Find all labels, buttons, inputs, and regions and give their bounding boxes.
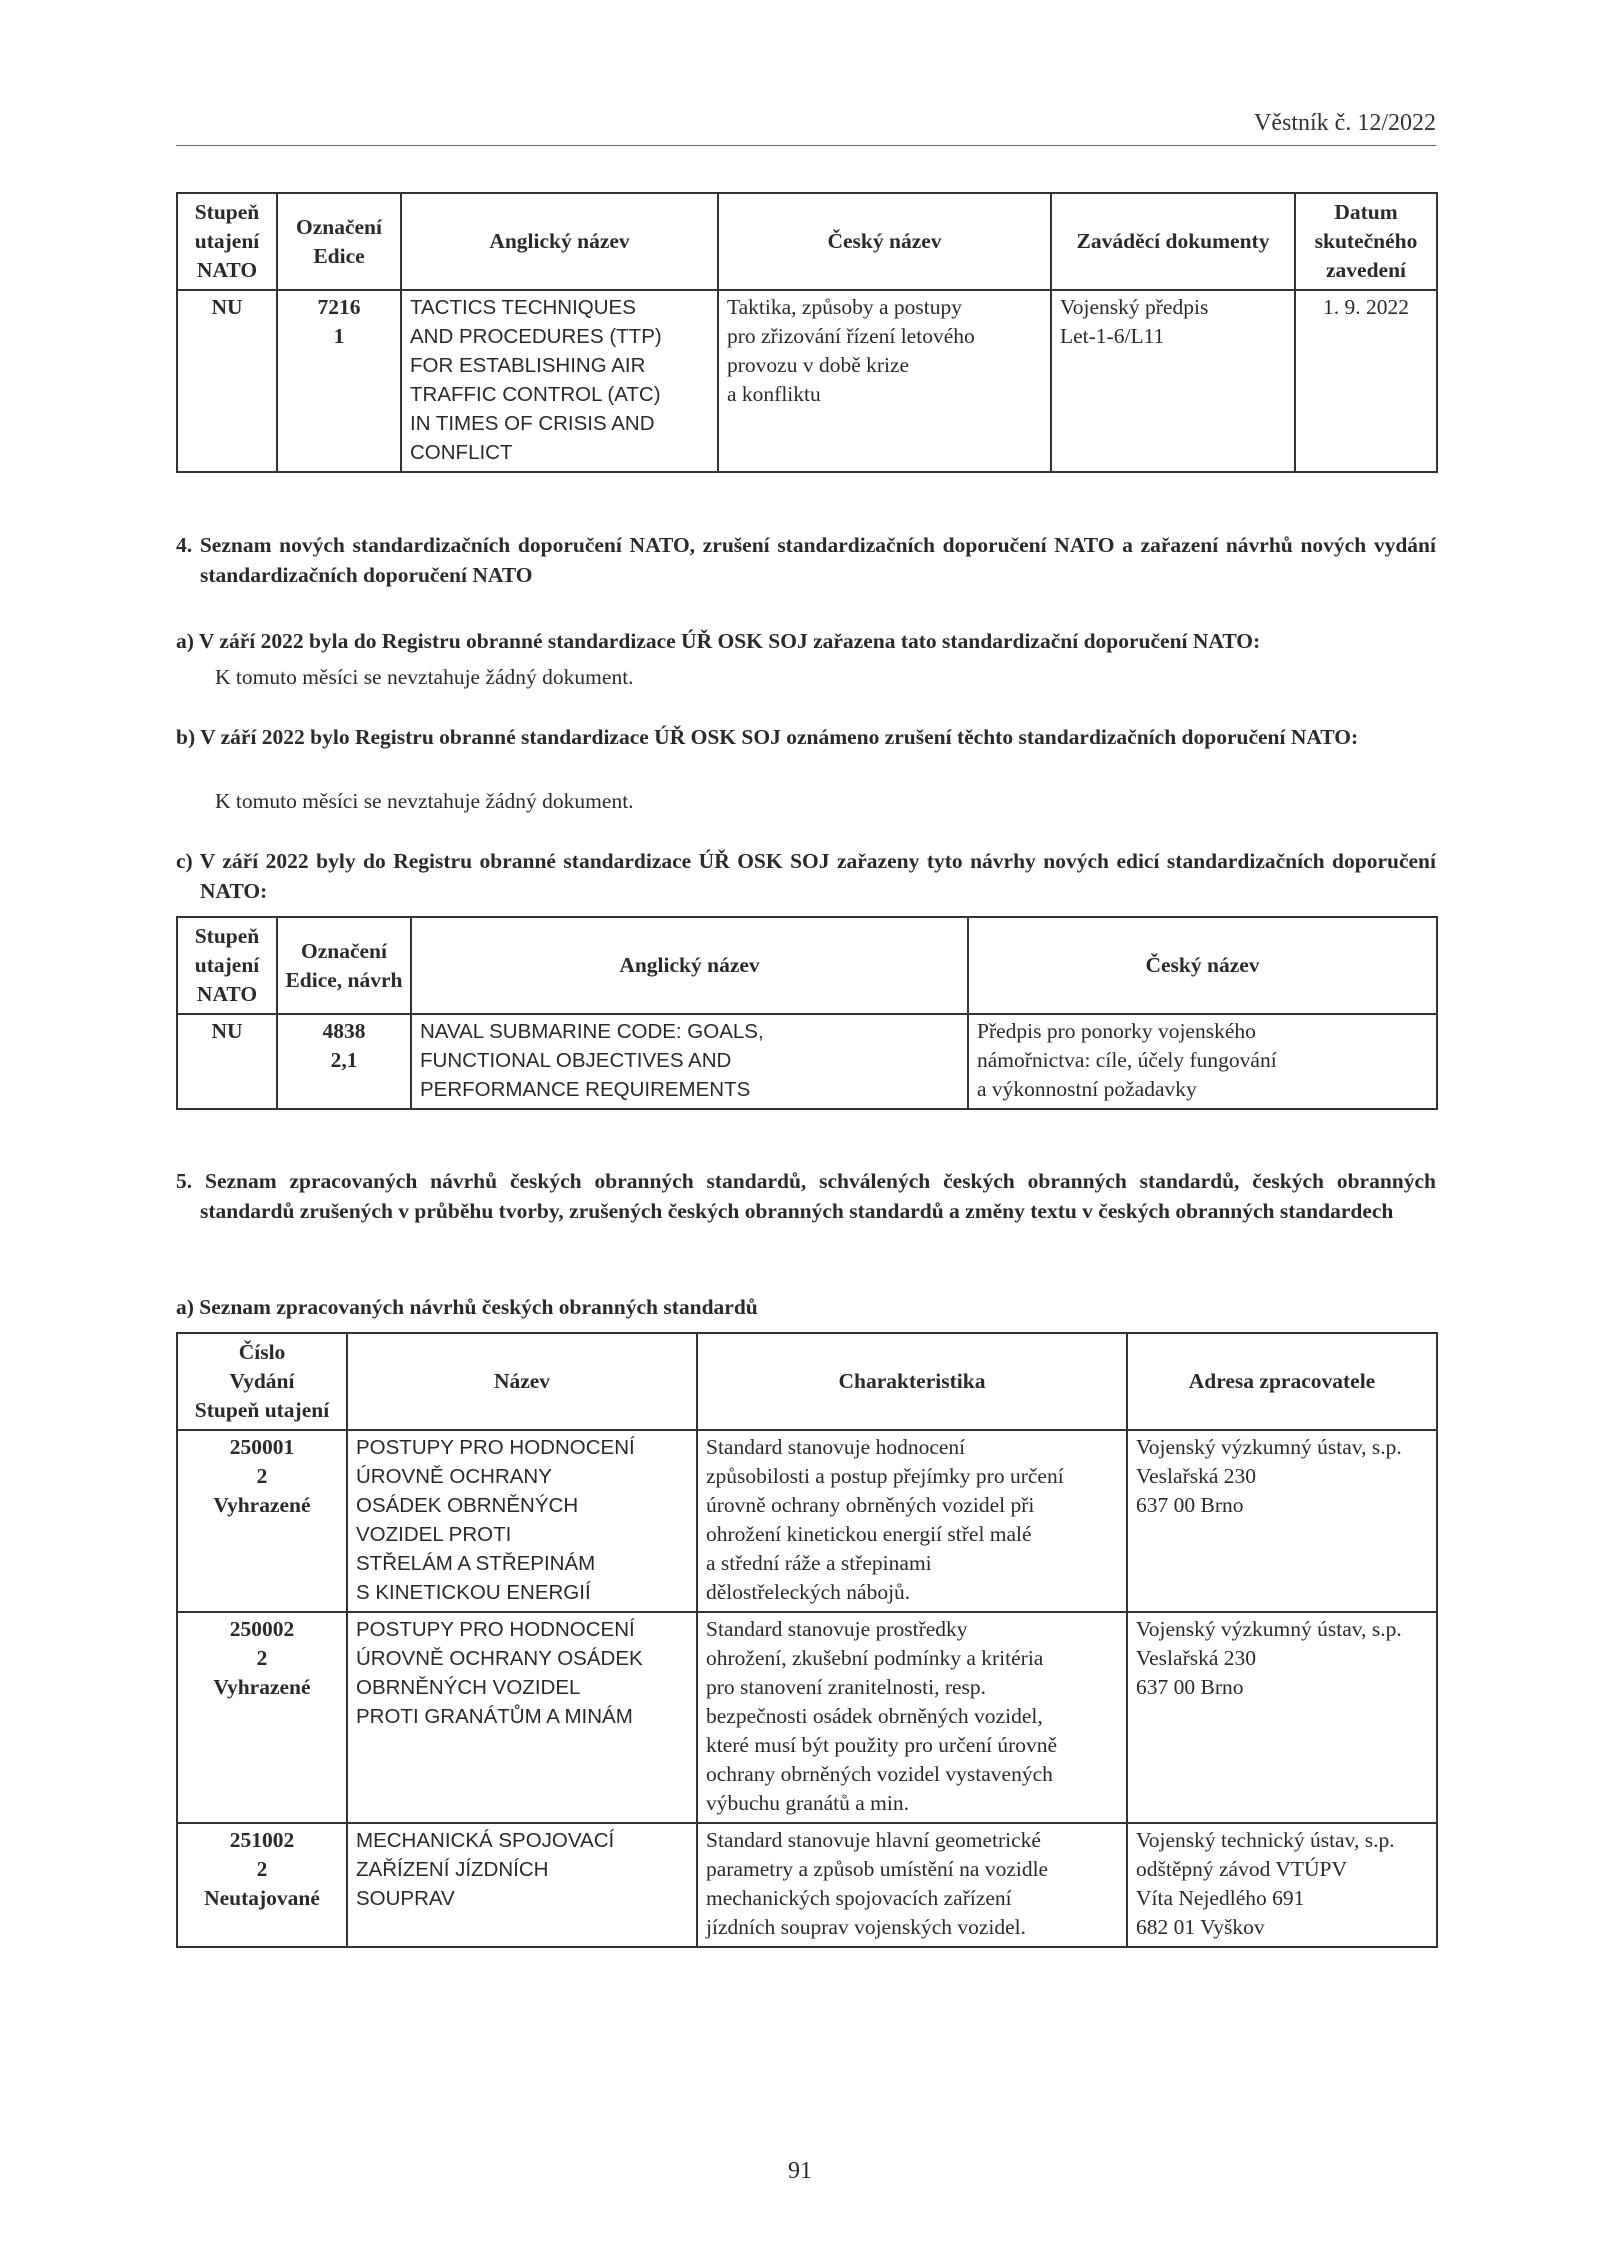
column-header-czech-name: Český název (968, 917, 1437, 1014)
cell-number: 251002 2 Neutajované (177, 1823, 347, 1947)
cell-czech-name: Taktika, způsoby a postupy pro zřizování řízení letového provozu v době krize a konfliktu (718, 290, 1051, 472)
cell-implementing-docs: Vojenský předpis Let-1-6/L11 (1051, 290, 1295, 472)
section-4-heading-text: 4. Seznam nových standardizačních doporučení NATO, zrušení standardizačních doporučení NATO a zařazení návrhů nových vydání standardizačních doporučení NATO (176, 533, 1436, 587)
column-header-english-name: Anglický název (411, 917, 968, 1014)
table-row (177, 1612, 1437, 1823)
table-header-row (177, 193, 1437, 290)
cell-english-name: TACTICS TECHNIQUES AND PROCEDURES (TTP) FOR ESTABLISHING AIR TRAFFIC CONTROL (ATC) IN TIMES OF CRISIS AND CONFLICT (401, 290, 718, 472)
cell-characteristics: Standard stanovuje hlavní geometrické parametry a způsob umístění na vozidle mechanických spojovacích zařízení jízdních souprav vojenských vozidel. (697, 1823, 1127, 1947)
column-header-english-name: Anglický název (401, 193, 718, 290)
cell-name: MECHANICKÁ SPOJOVACÍ ZAŘÍZENÍ JÍZDNÍCH SOUPRAV (347, 1823, 697, 1947)
column-header-level: Stupeň utajení NATO (177, 917, 277, 1014)
table-header-row (177, 917, 1437, 1014)
czech-defence-standards-table (176, 1332, 1438, 1948)
cell-number: 250001 2 Vyhrazené (177, 1430, 347, 1612)
section-4a-note: K tomuto měsíci se nevztahuje žádný dokument. (215, 665, 634, 689)
column-header-level: Stupeň utajení NATO (177, 193, 277, 290)
column-header-characteristics: Charakteristika (697, 1333, 1127, 1430)
section-5a-heading-text: a) Seznam zpracovaných návrhů českých obranných standardů (176, 1295, 758, 1319)
cell-address: Vojenský technický ústav, s.p. odštěpný závod VTÚPV Víta Nejedlého 691 682 01 Vyškov (1127, 1823, 1437, 1947)
column-header-number: Číslo Vydání Stupeň utajení (177, 1333, 347, 1430)
column-header-address: Adresa zpracovatele (1127, 1333, 1437, 1430)
cell-code: 4838 2,1 (277, 1014, 411, 1109)
table-header-row (177, 1333, 1437, 1430)
table-row (177, 290, 1437, 472)
column-header-code: Označení Edice, návrh (277, 917, 411, 1014)
section-5a-heading (176, 1292, 1436, 1322)
section-4-heading (176, 530, 1436, 590)
section-4b-heading (176, 722, 1436, 752)
section-4a-heading-text: a) V září 2022 byla do Registru obranné standardizace ÚŘ OSK SOJ zařazena tato standardizační doporučení NATO: (176, 629, 1261, 653)
section-4c-heading (176, 846, 1436, 906)
nato-draft-editions-table (176, 916, 1438, 1110)
section-4c-heading-text: c) V září 2022 byly do Registru obranné standardizace ÚŘ OSK SOJ zařazeny tyto návrhy nových edicí standardizačních doporučení NATO: (176, 849, 1436, 903)
section-4b-heading-text: b) V září 2022 bylo Registru obranné standardizace ÚŘ OSK SOJ oznámeno zrušení těchto standardizačních doporučení NATO: (176, 725, 1359, 749)
cell-name: POSTUPY PRO HODNOCENÍ ÚROVNĚ OCHRANY OSÁDEK OBRNĚNÝCH VOZIDEL PROTI GRANÁTŮM A MINÁM (347, 1612, 697, 1823)
column-header-czech-name: Český název (718, 193, 1051, 290)
cell-level: NU (177, 1014, 277, 1109)
cell-date: 1. 9. 2022 (1295, 290, 1437, 472)
column-header-date: Datum skutečného zavedení (1295, 193, 1437, 290)
column-header-name: Název (347, 1333, 697, 1430)
cell-czech-name: Předpis pro ponorky vojenského námořnictva: cíle, účely fungování a výkonnostní požadavky (968, 1014, 1437, 1109)
cell-english-name: NAVAL SUBMARINE CODE: GOALS, FUNCTIONAL OBJECTIVES AND PERFORMANCE REQUIREMENTS (411, 1014, 968, 1109)
table-row (177, 1430, 1437, 1612)
table-row (177, 1823, 1437, 1947)
header-divider (176, 145, 1436, 146)
page-header-title: Věstník č. 12/2022 (1254, 110, 1436, 136)
table-row (177, 1014, 1437, 1109)
column-header-code: Označení Edice (277, 193, 401, 290)
page-number: 91 (788, 2158, 812, 2184)
section-4b-note: K tomuto měsíci se nevztahuje žádný dokument. (215, 789, 634, 813)
cell-code: 7216 1 (277, 290, 401, 472)
cell-name: POSTUPY PRO HODNOCENÍ ÚROVNĚ OCHRANY OSÁDEK OBRNĚNÝCH VOZIDEL PROTI STŘELÁM A STŘEPINÁM S KINETICKOU ENERGIÍ (347, 1430, 697, 1612)
cell-address: Vojenský výzkumný ústav, s.p. Veslařská 230 637 00 Brno (1127, 1612, 1437, 1823)
cell-characteristics: Standard stanovuje hodnocení způsobilosti a postup přejímky pro určení úrovně ochrany obrněných vozidel při ohrožení kinetickou energií střel malé a střední ráže a střepinami dělostřeleckých nábojů. (697, 1430, 1127, 1612)
section-4a-heading (176, 626, 1436, 656)
section-5-heading (176, 1166, 1436, 1226)
section-5-heading-text: 5. Seznam zpracovaných návrhů českých obranných standardů, schválených českých obranných standardů, českých obranných standardů zrušených v průběhu tvorby, zrušených českých obranných standardů a změny textu v českých obranných standardech (176, 1169, 1436, 1223)
cell-level: NU (177, 290, 277, 472)
cell-number: 250002 2 Vyhrazené (177, 1612, 347, 1823)
column-header-implementing-docs: Zaváděcí dokumenty (1051, 193, 1295, 290)
cell-address: Vojenský výzkumný ústav, s.p. Veslařská 230 637 00 Brno (1127, 1430, 1437, 1612)
cell-characteristics: Standard stanovuje prostředky ohrožení, zkušební podmínky a kritéria pro stanovení zranitelnosti, resp. bezpečnosti osádek obrněných vozidel, které musí být použity pro určení úrovně ochrany obrněných vozidel vystavených výbuchu granátů a min. (697, 1612, 1127, 1823)
nato-standards-table (176, 192, 1438, 473)
